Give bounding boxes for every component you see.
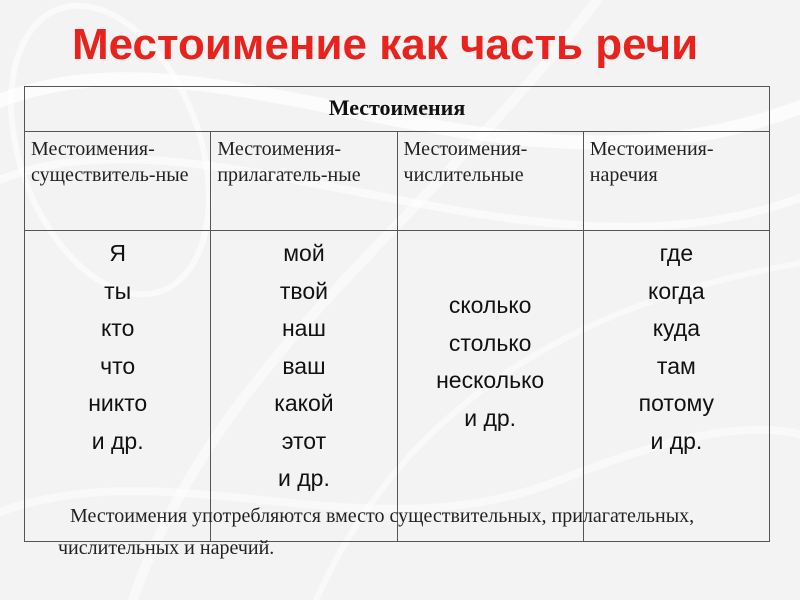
usage-note: Местоимения употребляются вместо существительных, прилагательных, числительных и наречий. [58, 505, 695, 559]
category-numeral: Местоимения-числительные [397, 132, 583, 231]
examples-adjectival [211, 231, 397, 542]
example-word: сколько [448, 292, 532, 318]
examples-row [25, 231, 770, 542]
example-word: мой [283, 240, 325, 266]
example-word: и др. [91, 427, 144, 454]
example-word: куда [652, 315, 701, 341]
example-word: твой [279, 277, 329, 304]
example-word: потому [638, 390, 715, 416]
example-word: наш [281, 315, 326, 341]
category-adjectival: Местоимения-прилагатель-ные [211, 132, 397, 231]
example-word: ваш [282, 352, 326, 379]
example-word: где [659, 240, 694, 266]
example-word: этот [281, 427, 327, 454]
example-word: никто [88, 390, 148, 416]
example-word: что [100, 352, 136, 379]
examples-substantive [25, 231, 211, 542]
example-word: столько [448, 329, 532, 356]
category-row [25, 132, 770, 231]
example-word: и др. [278, 465, 330, 491]
example-word: Я [109, 240, 126, 266]
examples-numeral [397, 231, 583, 542]
example-word: кто [100, 315, 135, 341]
example-word: несколько [436, 367, 545, 393]
table-header-row [25, 87, 770, 132]
example-word: и др. [464, 404, 517, 431]
examples-adverbial [583, 231, 769, 542]
category-adverbial: Местоимения-наречия [583, 132, 769, 231]
slide-title: Местоимение как часть речи [72, 20, 699, 69]
example-word: какой [274, 390, 334, 416]
example-word: когда [648, 277, 705, 304]
category-substantive: Местоимения-существитель-ные [25, 132, 211, 231]
example-word: там [656, 352, 696, 379]
example-word: и др. [650, 427, 703, 454]
pronouns-table [24, 86, 770, 542]
example-word: ты [104, 277, 132, 304]
table-header: Местоимения [25, 87, 770, 132]
